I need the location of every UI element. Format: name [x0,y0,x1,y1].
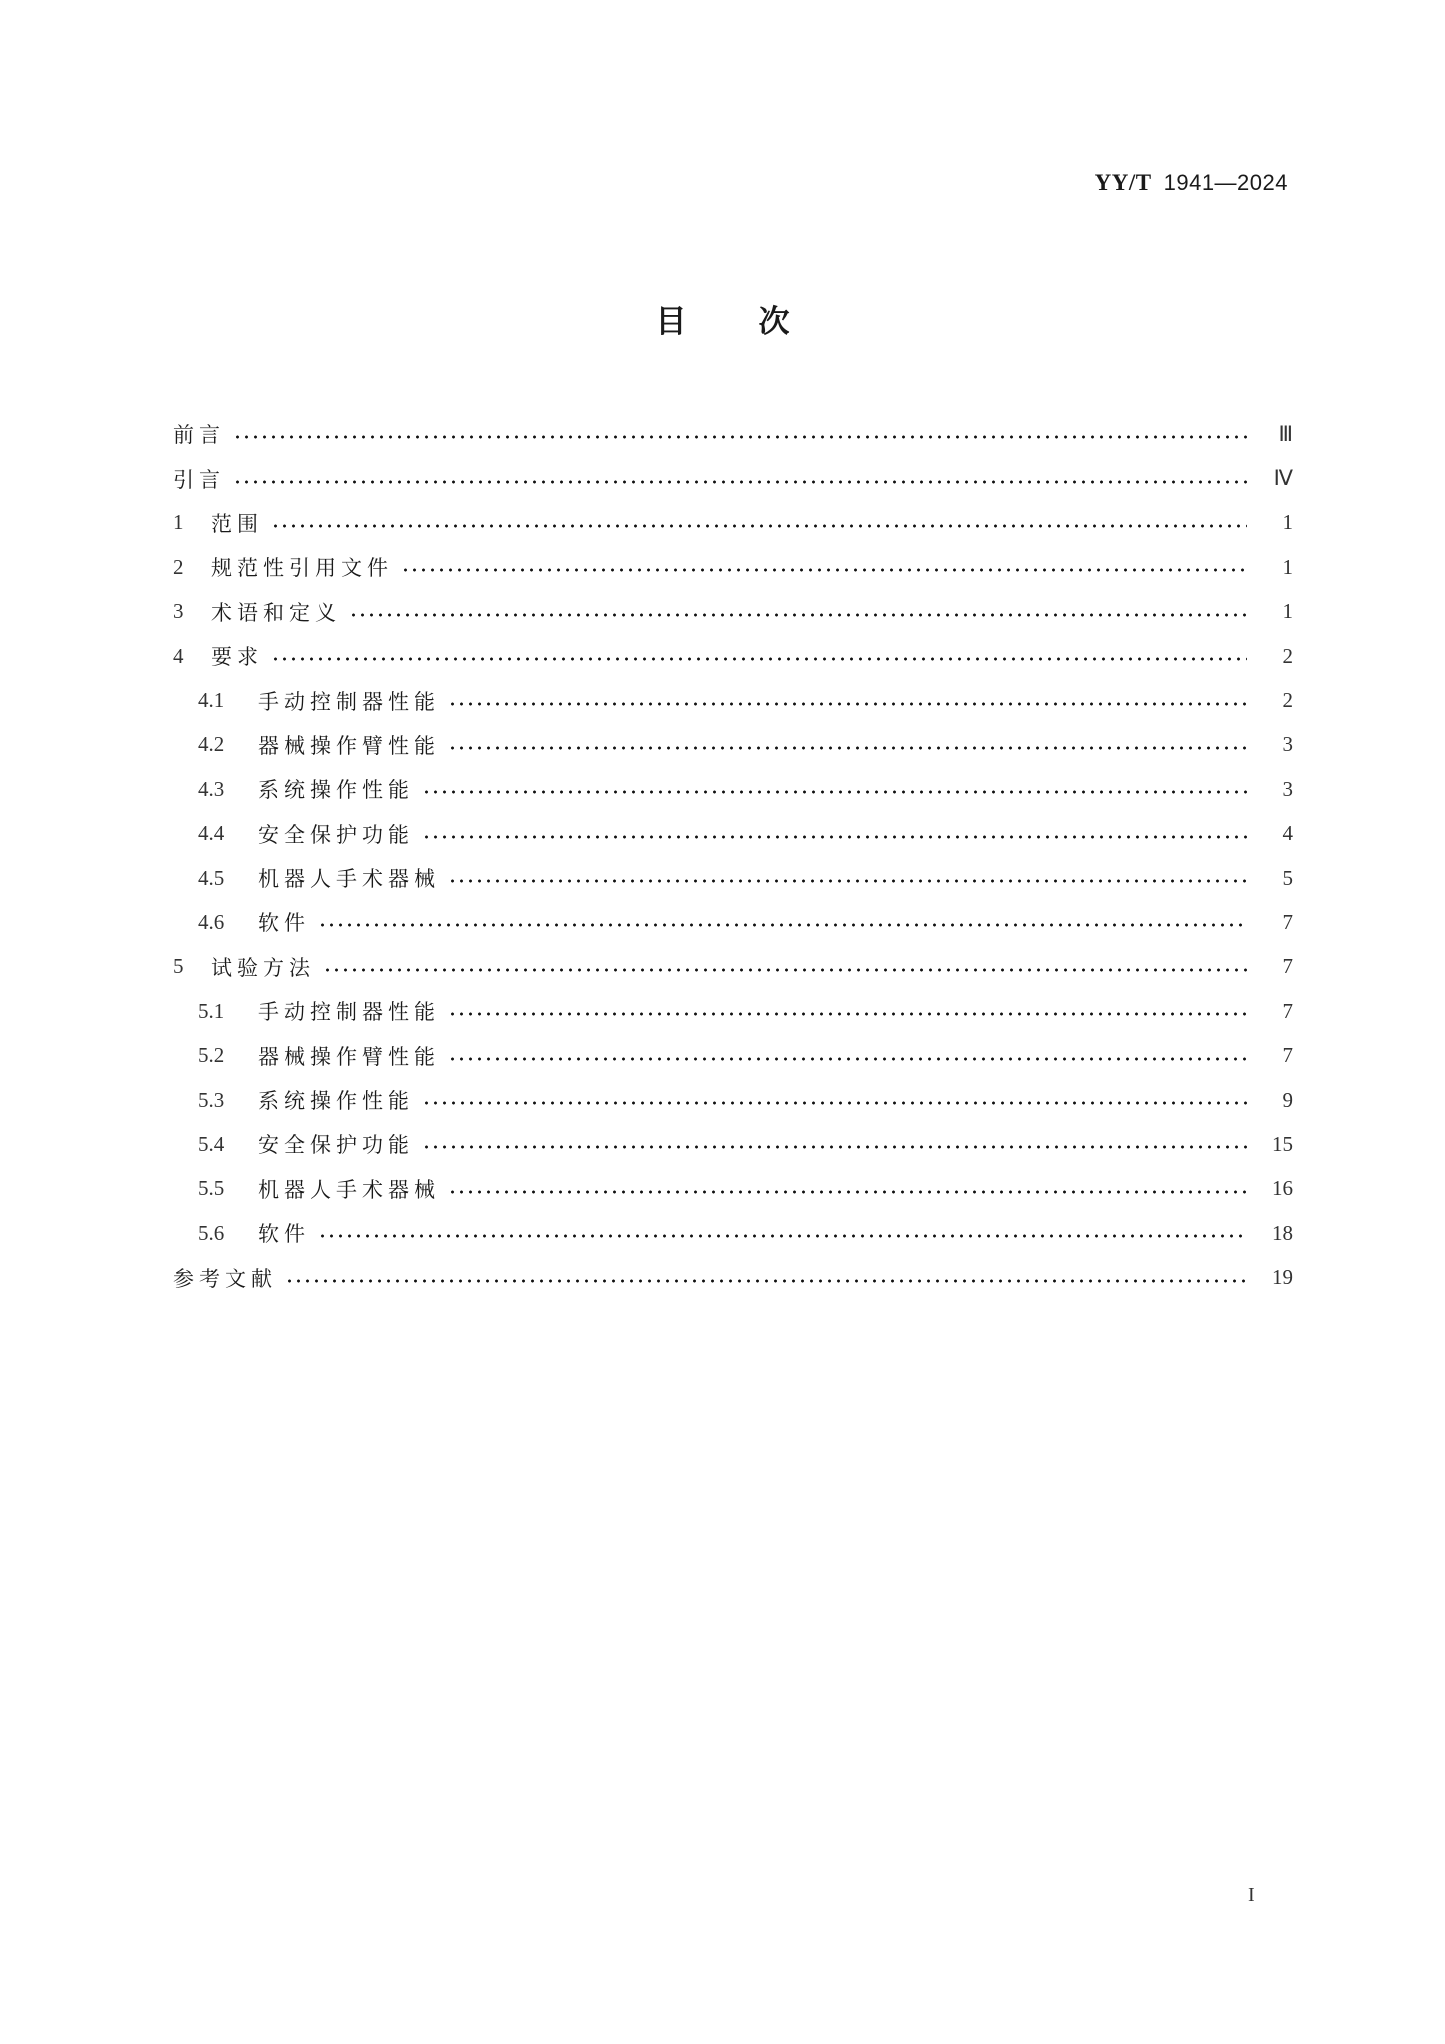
standard-number: 1941—2024 [1163,170,1288,195]
toc-entry-number: 4.2 [198,732,225,757]
toc-entry-page: 5 [1282,865,1293,890]
toc-entry-label: 参考文献 [173,1266,277,1291]
dot-leader [448,879,1247,883]
toc-entry[interactable] [173,767,1293,811]
dot-leader [271,657,1247,661]
toc-entry-page: 1 [1282,599,1293,624]
dot-leader [448,1057,1247,1061]
toc-entry[interactable] [173,1255,1293,1299]
toc-entry-number: 5.4 [198,1131,225,1156]
toc-entry-page: 1 [1282,510,1293,535]
toc-entry-label: 前言 [173,423,225,448]
dot-leader [448,1012,1247,1016]
toc-entry-label: 系统操作性能 [258,1089,414,1114]
toc-entry[interactable] [173,1167,1293,1211]
dot-leader [323,968,1247,972]
toc-entry[interactable] [173,1033,1293,1077]
toc-entry-label: 范围 [211,511,263,536]
toc-entry-label: 系统操作性能 [258,778,414,803]
standard-code [1095,170,1288,196]
toc-entry[interactable] [173,1122,1293,1166]
dot-leader [349,613,1247,617]
toc-entry-number: 5.2 [198,1043,225,1068]
dot-leader [448,1190,1247,1194]
toc-entry[interactable] [173,1078,1293,1122]
toc-entry[interactable] [173,812,1293,856]
toc-entry-page: 7 [1282,909,1293,934]
toc-entry-number: 5.3 [198,1087,225,1112]
dot-leader [233,480,1247,484]
toc-entry-page: 7 [1282,998,1293,1023]
dot-leader [318,923,1247,927]
toc-entry-number: 5 [173,954,184,979]
toc-entry-page: 16 [1272,1176,1293,1201]
toc-entry-number: 4.3 [198,776,225,801]
dot-leader [318,1234,1247,1238]
toc-entry-number: 3 [173,599,184,624]
table-of-contents [173,412,1293,1300]
toc-entry[interactable] [173,1211,1293,1255]
toc-entry-page: 3 [1282,776,1293,801]
page-title [0,296,1445,341]
toc-entry-page: 9 [1282,1087,1293,1112]
toc-entry[interactable] [173,412,1293,456]
toc-entry-number: 2 [173,554,184,579]
dot-leader [422,1101,1247,1105]
toc-entry-label: 术语和定义 [211,600,341,625]
toc-entry-page: Ⅲ [1278,421,1293,446]
toc-entry-number: 1 [173,510,184,535]
toc-entry-label: 机器人手术器械 [258,1177,440,1202]
dot-leader [422,835,1247,839]
toc-entry[interactable] [173,545,1293,589]
toc-entry-number: 4.4 [198,821,225,846]
toc-entry-page: Ⅳ [1273,466,1293,491]
toc-entry[interactable] [173,590,1293,634]
dot-leader [448,702,1247,706]
toc-entry-page: 1 [1282,554,1293,579]
toc-entry-label: 手动控制器性能 [258,689,440,714]
toc-entry-page: 2 [1282,643,1293,668]
toc-entry-page: 2 [1282,688,1293,713]
toc-entry[interactable] [173,634,1293,678]
toc-entry[interactable] [173,723,1293,767]
dot-leader [271,524,1247,528]
dot-leader [233,435,1247,439]
toc-entry[interactable] [173,501,1293,545]
toc-entry-number: 4.5 [198,865,225,890]
standard-prefix: YY/T [1094,170,1152,195]
toc-entry[interactable] [173,945,1293,989]
toc-entry-label: 要求 [211,645,263,670]
toc-entry-label: 试验方法 [211,955,315,980]
toc-entry-label: 安全保护功能 [258,1133,414,1158]
toc-entry-label: 软件 [258,1222,310,1247]
dot-leader [285,1279,1247,1283]
toc-entry[interactable] [173,989,1293,1033]
toc-entry-page: 18 [1272,1220,1293,1245]
toc-entry-page: 19 [1272,1265,1293,1290]
toc-entry-label: 安全保护功能 [258,822,414,847]
toc-entry-number: 5.6 [198,1220,225,1245]
toc-entry-label: 软件 [258,911,310,936]
dot-leader [422,790,1247,794]
toc-entry[interactable] [173,900,1293,944]
toc-entry-page: 7 [1282,954,1293,979]
toc-entry-number: 5.5 [198,1176,225,1201]
toc-entry-number: 4.6 [198,909,225,934]
toc-entry-label: 手动控制器性能 [258,1000,440,1025]
dot-leader [448,746,1247,750]
toc-entry-label: 引言 [173,467,225,492]
toc-entry-number: 4 [173,643,184,668]
toc-entry-number: 4.1 [198,688,225,713]
dot-leader [401,568,1247,572]
toc-entry[interactable] [173,856,1293,900]
page-number: I [1248,1884,1255,1906]
toc-entry-label: 规范性引用文件 [211,556,393,581]
toc-entry[interactable] [173,678,1293,722]
dot-leader [422,1145,1247,1149]
toc-entry-page: 4 [1282,821,1293,846]
toc-entry-label: 器械操作臂性能 [258,733,440,758]
toc-entry-page: 7 [1282,1043,1293,1068]
toc-entry-number: 5.1 [198,998,225,1023]
toc-entry-label: 器械操作臂性能 [258,1044,440,1069]
toc-entry-label: 机器人手术器械 [258,867,440,892]
toc-entry[interactable] [173,456,1293,500]
title-char-2: 次 [758,304,790,340]
toc-entry-page: 3 [1282,732,1293,757]
toc-entry-page: 15 [1272,1131,1293,1156]
title-char-1: 目 [655,304,687,340]
